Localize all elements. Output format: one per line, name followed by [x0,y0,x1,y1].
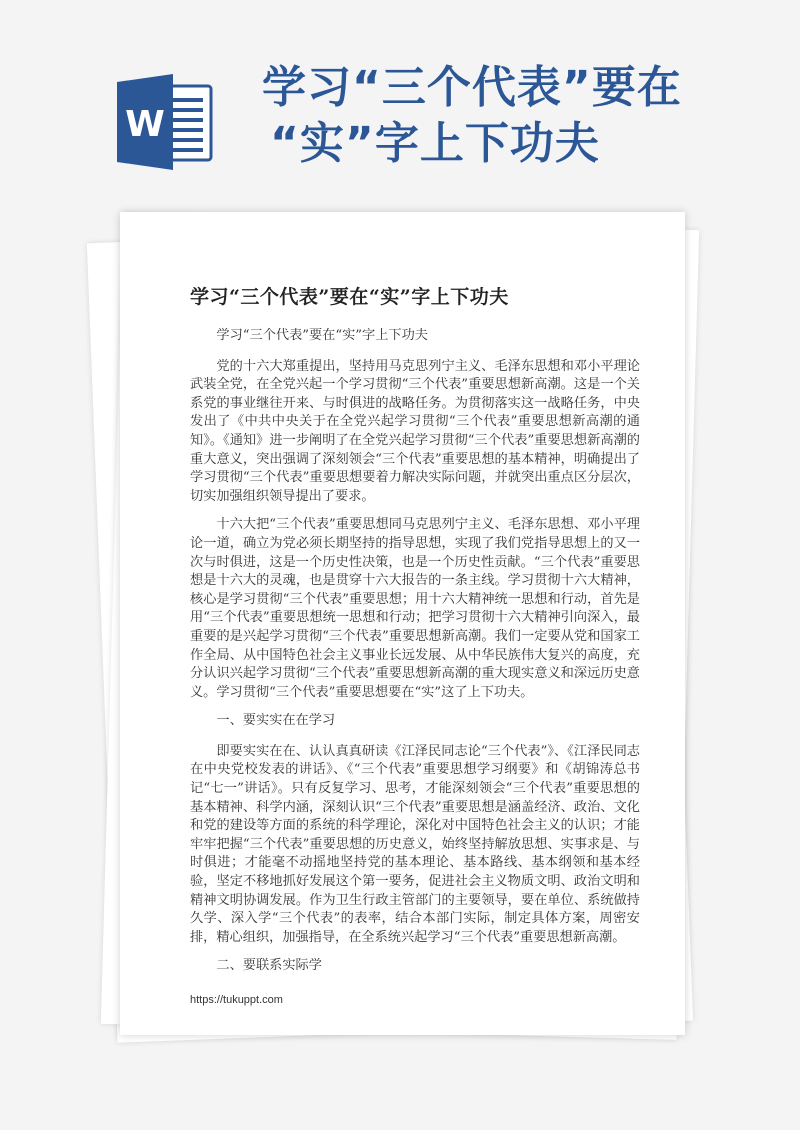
header [0,0,800,200]
document-page [120,212,685,1035]
paragraph: 党的十六大郑重提出，坚持用马克思列宁主义、毛泽东思想和邓小平理论武装全党，在全党兴起一个学习贯彻“三个代表”重要思想新高潮。这是一个关系党的事业继往开来、与时俱进的战略任务。为贯彻落实这一战略任务，中央发出了《中共中央关于在全党兴起学习贯彻“三个代表”重要思想新高潮的通知》。《通知》进一步阐明了在全党兴起学习贯彻“三个代表”重要思想新高潮的重大意义，突出强调了深刻领会“三个代表”重要思想的基本精神，明确提出了学习贯彻“三个代表”重要思想要着力解决实际问题，并就突出重点区分层次，切实加强组织领导提出了要求。 [190,358,640,504]
paragraph: 即要实实在在、认认真真研读《江泽民同志论“三个代表”》、《江泽民同志在中央党校发表的讲话》、《“三个代表”重要思想学习纲要》和《胡锦涛总书记“七一”讲话》。只有反复学习、思考，才能深刻领会“三个代表”重要思想的基本精神、科学内涵，深刻认识“三个代表”重要思想是涵盖经济、政治、文化和党的建设等方面的系统的科学理论，深化对中国特色社会主义的认识；才能牢牢把握“三个代表”重要思想的历史意义，始终坚持解放思想、实事求是、与时俱进；才能毫不动摇地坚持党的基本理论、基本路线、基本纲领和基本经验，坚定不移地抓好发展这个第一要务，促进社会主义物质文明、政治文明和精神文明协调发展。作为卫生行政主管部门的主要领导，要在单位、系统做持久学、深入学“三个代表”的表率，结合本部门实际，制定具体方案，周密安排，精心组织，加强指导，在全系统兴起学习“三个代表”重要思想新高潮。 [190,743,640,945]
document-body [190,327,640,988]
word-document-icon [115,72,215,172]
title-line-1: 学习“三个代表”要在 [262,62,682,113]
document-title: 学习“三个代表”要在“实”字上下功夫 [190,286,509,308]
paragraph: 十六大把“三个代表”重要思想同马克思列宁主义、毛泽东思想、邓小平理论一道，确立为党必须长期坚持的指导思想，实现了我们党指导思想上的又一次与时俱进，这是一个历史性决策，也是一个历史性贡献。“三个代表”重要思想是十六大的灵魂，也是贯穿十六大报告的一条主线。学习贯彻十六大精神，核心是学习贯彻“三个代表”重要思想；用十六大精神统一思想和行动，首先是用“三个代表”重要思想统一思想和行动；把学习贯彻十六大精神引向深入，最重要的是兴起学习贯彻“三个代表”重要思想新高潮。我们一定要从党和国家工作全局、从中国特色社会主义事业长远发展、从中华民族伟大复兴的高度，充分认识兴起学习贯彻“三个代表”重要思想新高潮的重大现实意义和深远历史意义。学习贯彻“三个代表”重要思想要在“实”这了上下功夫。 [190,517,640,700]
section-heading: 一、要实实在在学习 [216,713,336,729]
title-line-2: “实”字上下功夫 [270,118,600,169]
source-url: https://tukuppt.com [190,994,283,1006]
paragraph-subtitle: 学习“三个代表”要在“实”字上下功夫 [216,328,428,343]
page-title [262,60,782,172]
svg-text:W: W [125,104,165,145]
section-heading: 二、要联系实际学 [216,958,322,974]
